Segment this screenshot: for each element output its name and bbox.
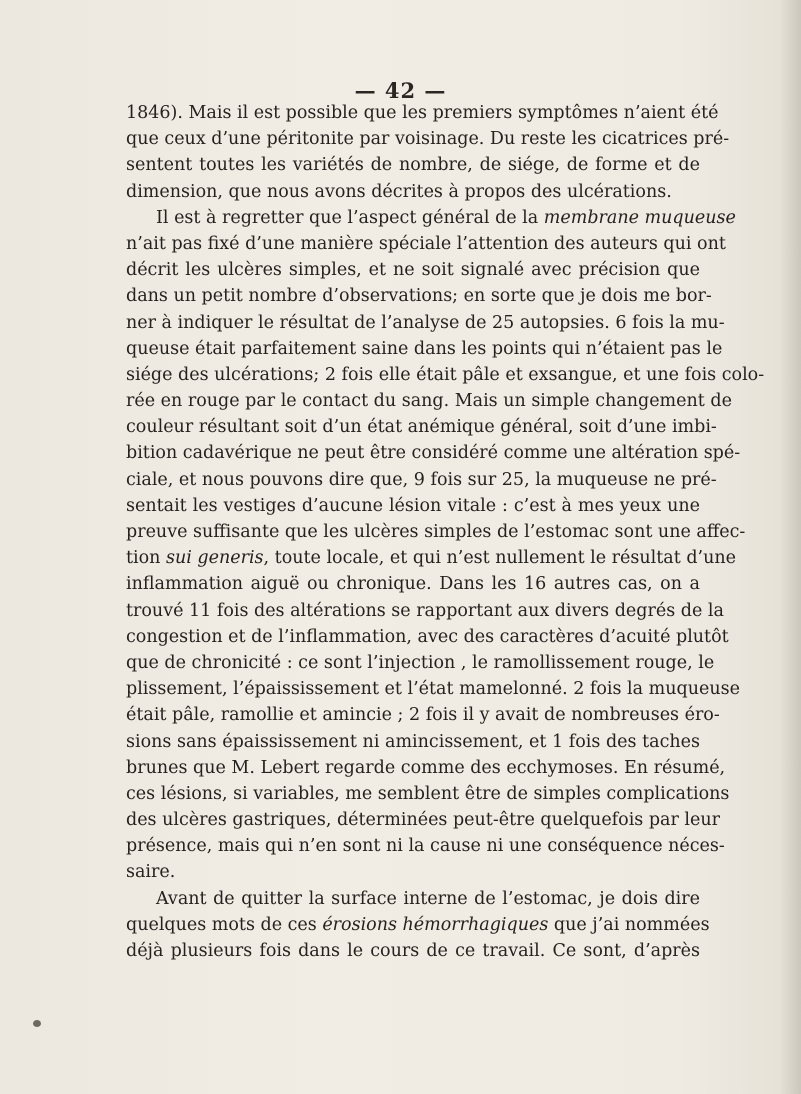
text-segment: ner à indiquer le résultat de l’analyse de 25 autopsies. 6 fois la mu- xyxy=(126,312,725,333)
text-segment: sentent toutes les variétés de nombre, de siége, de forme et de xyxy=(126,155,700,176)
text-segment: couleur résultant soit d’un état anémique général, soit d’une imbi- xyxy=(126,417,717,438)
text-segment: , toute locale, et qui n’est nullement le résultat d’une xyxy=(263,548,736,569)
text-segment: preuve suffisante que les ulcères simples de l’estomac sont une affec- xyxy=(126,522,746,542)
text-line xyxy=(126,676,740,702)
italic-text: érosions hémorrhagiques xyxy=(322,914,549,935)
text-line xyxy=(126,624,729,650)
text-line xyxy=(126,336,723,362)
text-line xyxy=(126,257,700,283)
text-segment: n’ait pas fixé d’une manière spéciale l’attention des auteurs qui ont xyxy=(126,233,726,254)
text-line xyxy=(126,886,700,912)
text-line xyxy=(126,493,700,519)
text-line xyxy=(126,598,724,624)
italic-text: sui generis xyxy=(166,548,264,569)
text-segment: était pâle, ramollie et amincie ; 2 fois il y avait de nombreuses éro- xyxy=(126,705,720,726)
text-segment: queuse était parfaitement saine dans les points qui n’étaient pas le xyxy=(126,338,723,359)
ink-smudge xyxy=(33,1020,41,1027)
text-line xyxy=(126,650,715,676)
text-line xyxy=(126,467,717,493)
text-segment: que ceux d’une péritonite par voisinage. Du reste les cicatrices pré- xyxy=(126,129,730,150)
text-segment: dans un petit nombre d’observations; en sorte que je dois me bor- xyxy=(126,286,712,307)
text-segment: siége des ulcérations; 2 fois elle était pâle et exsangue, et une fois colo- xyxy=(126,364,765,385)
text-segment: décrit les ulcères simples, et ne soit signalé avec précision que xyxy=(126,260,700,281)
text-line xyxy=(126,781,730,807)
text-segment: que de chronicité : ce sont l’injection , le ramollissement rouge, le xyxy=(126,652,715,673)
text-line xyxy=(126,859,700,885)
text-segment: saire. xyxy=(126,862,176,883)
text-segment: Avant de quitter la surface interne de l’estomac, je dois dire xyxy=(156,888,700,909)
text-line xyxy=(126,545,736,571)
text-line xyxy=(126,126,730,152)
text-segment: quelques mots de ces xyxy=(126,914,323,935)
text-line xyxy=(126,179,700,205)
text-line xyxy=(126,807,720,833)
page-edge-shadow xyxy=(779,0,801,1094)
text-line xyxy=(126,519,746,545)
text-segment: ces lésions, si variables, me semblent être de simples complications xyxy=(126,783,730,804)
italic-text: membrane muqueuse xyxy=(543,207,736,228)
text-line xyxy=(126,702,720,728)
text-line xyxy=(126,283,712,309)
text-segment: Il est à regretter que l’aspect général de la xyxy=(156,207,544,228)
text-line xyxy=(126,205,736,231)
text-segment: tion xyxy=(126,548,166,569)
text-segment: rée en rouge par le contact du sang. Mais un simple changement de xyxy=(126,391,732,412)
text-line xyxy=(126,152,700,178)
text-line xyxy=(126,755,726,781)
text-segment: sentait les vestiges d’aucune lésion vitale : c’est à mes yeux une xyxy=(126,495,700,516)
text-segment: présence, mais qui n’en sont ni la cause ni une conséquence néces- xyxy=(126,836,725,857)
text-line xyxy=(126,362,765,388)
text-line xyxy=(126,231,726,257)
text-line xyxy=(126,938,700,964)
text-line xyxy=(126,833,725,859)
text-segment: déjà plusieurs fois dans le cours de ce travail. Ce sont, d’après xyxy=(126,941,700,961)
text-line xyxy=(126,100,719,126)
text-segment: brunes que M. Lebert regarde comme des ecchymoses. En résumé, xyxy=(126,757,726,778)
text-segment: 1846). Mais il est possible que les premiers symptômes n’aient été xyxy=(126,103,719,123)
text-segment: congestion et de l’inflammation, avec des caractères d’acuité plutôt xyxy=(126,626,729,647)
text-line xyxy=(126,388,732,414)
body-text xyxy=(126,100,765,964)
text-line xyxy=(126,414,717,440)
text-segment: sions sans épaississement ni amincissement, et 1 fois des taches xyxy=(126,731,700,752)
text-line xyxy=(126,310,725,336)
text-segment: dimension, que nous avons décrites à propos des ulcérations. xyxy=(126,181,672,202)
text-segment: que j’ai nommées xyxy=(548,914,710,935)
text-line xyxy=(126,729,700,755)
text-segment: trouvé 11 fois des altérations se rapportant aux divers degrés de la xyxy=(126,600,724,621)
page-number: — 42 — xyxy=(354,78,447,103)
text-segment: ciale, et nous pouvons dire que, 9 fois sur 25, la muqueuse ne pré- xyxy=(126,469,717,490)
text-line xyxy=(126,440,741,466)
text-line xyxy=(126,912,710,938)
text-segment: inflammation aiguë ou chronique. Dans les 16 autres cas, on a xyxy=(126,574,700,595)
text-segment: des ulcères gastriques, déterminées peut-être quelquefois par leur xyxy=(126,810,720,831)
text-segment: bition cadavérique ne peut être considéré comme une altération spé- xyxy=(126,443,741,464)
text-segment: plissement, l’épaississement et l’état mamelonné. 2 fois la muqueuse xyxy=(126,679,740,700)
text-line xyxy=(126,571,700,597)
